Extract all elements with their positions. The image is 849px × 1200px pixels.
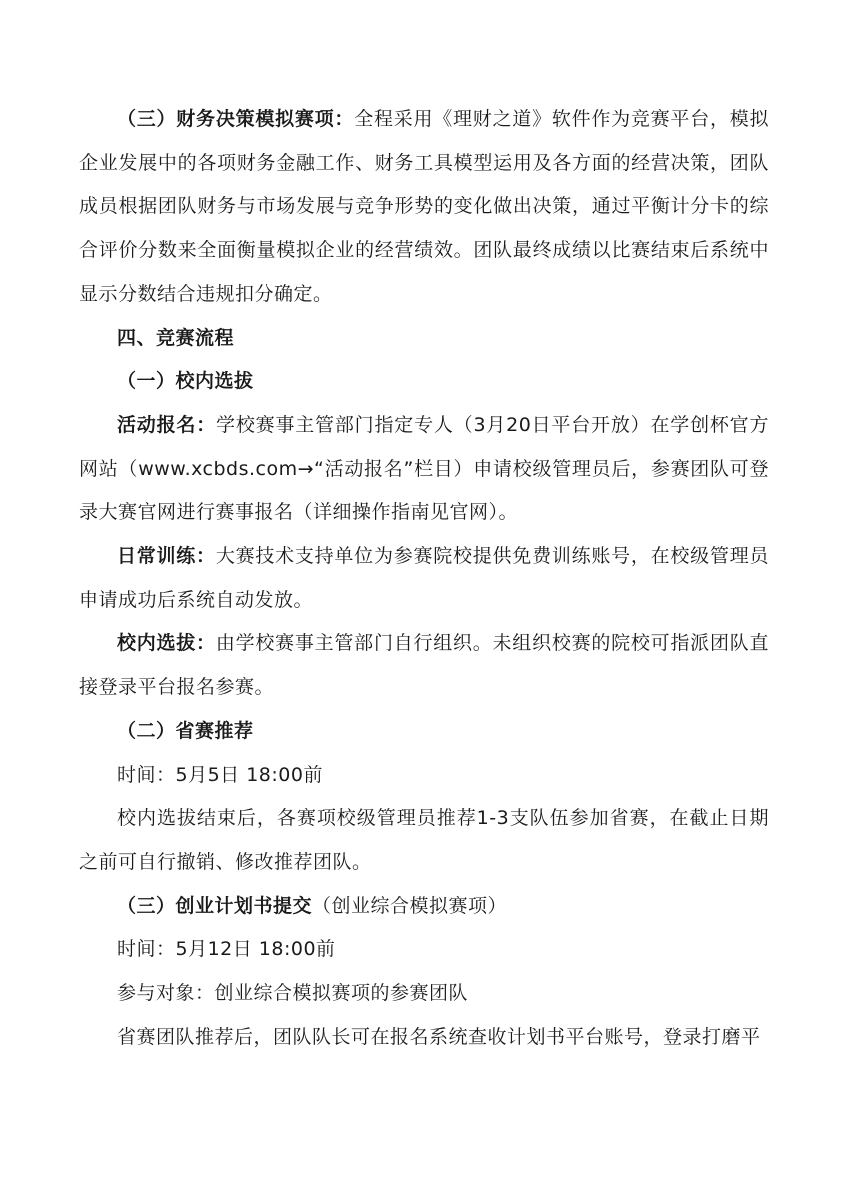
paragraph-recommendation: 校内选拔结束后，各赛项校级管理员推荐1-3支队伍参加省赛，在截止日期之前可自行撤销、修改推荐团队。	[79, 807, 769, 873]
paragraph-body: 全程采用《理财之道》软件作为竞赛平台，模拟企业发展中的各项财务金融工作、财务工具模型运用及各方面的经营决策，团队成员根据团队财务与市场发展与竞争形势的变化做出决策，通过平衡计分卡的综合评价分数来全面衡量模拟企业的经营绩效。团队最终成绩以比赛结束后系统中显示分数结合违规扣分确定。	[79, 108, 769, 305]
paragraph-time-2: 时间：5月12日 18:00前	[117, 938, 336, 961]
paragraph-participants: 参与对象：创业综合模拟赛项的参赛团队	[117, 982, 469, 1005]
paragraph-financial-decision	[79, 98, 769, 317]
paragraph-body: （创业综合模拟赛项）	[312, 894, 508, 917]
paragraph-body: 由学校赛事主管部门自行组织。未组织校赛的院校可指派团队直接登录平台报名参赛。	[79, 632, 769, 699]
paragraph-campus-selection	[79, 622, 769, 709]
subsection-heading-campus-selection: （一）校内选拔	[117, 370, 254, 393]
paragraph-lead: （三）财务决策模拟赛项：	[117, 108, 355, 130]
paragraph-body: 大赛技术支持单位为参赛院校提供免费训练账号，在校级管理员申请成功后系统自动发放。	[79, 545, 769, 611]
document-page	[79, 98, 769, 1059]
paragraph-business-plan-heading	[79, 885, 769, 929]
paragraph-submission: 省赛团队推荐后，团队队长可在报名系统查收计划书平台账号，登录打磨平	[117, 1025, 761, 1048]
paragraph-time-1: 时间：5月5日 18:00前	[117, 763, 323, 786]
section-heading-competition-process: 四、竞赛流程	[117, 326, 235, 349]
paragraph-lead: （三）创业计划书提交	[117, 894, 313, 917]
paragraph-registration	[79, 404, 769, 535]
subsection-heading-provincial-recommendation: （二）省赛推荐	[117, 719, 254, 742]
paragraph-lead: 日常训练：	[117, 545, 216, 568]
paragraph-daily-training	[79, 535, 769, 622]
paragraph-body: 学校赛事主管部门指定专人（3月20日平台开放）在学创杯官方网站（www.xcbds.com→“活动报名”栏目）申请校级管理员后，参赛团队可登录大赛官网进行赛事报名（详细操作指南见官网）。	[79, 413, 769, 524]
paragraph-lead: 校内选拔：	[117, 632, 216, 655]
paragraph-lead: 活动报名：	[117, 413, 217, 436]
